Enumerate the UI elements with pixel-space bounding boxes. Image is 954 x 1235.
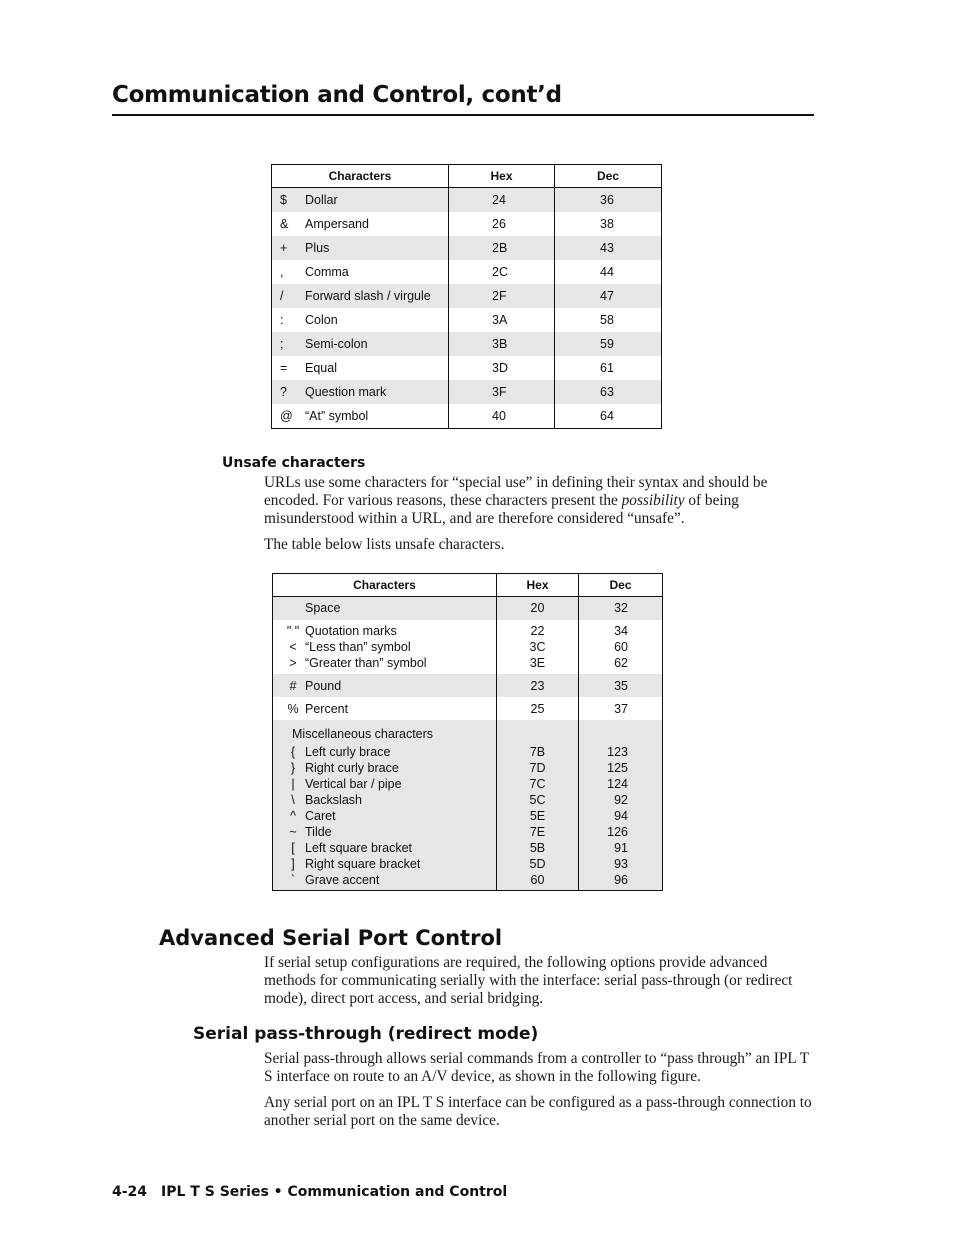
character-name: Left square bracket xyxy=(305,841,413,855)
character-name: Grave accent xyxy=(305,873,380,887)
dec-value: 94 xyxy=(614,809,628,823)
table-row xyxy=(272,236,662,260)
table-row xyxy=(273,597,663,621)
character-cell xyxy=(272,212,449,236)
hex-cell: 2F xyxy=(449,284,555,308)
hex-value: 3E xyxy=(529,656,546,670)
character-symbol: " " xyxy=(286,624,300,638)
dec-value: 125 xyxy=(607,761,628,775)
unsafe-intro-emphasis: possibility xyxy=(621,492,685,509)
hex-cell: 3B xyxy=(449,332,555,356)
character-cell xyxy=(272,356,449,380)
character-name: Plus xyxy=(305,241,330,255)
dec-cell: 59 xyxy=(555,332,662,356)
character-symbol: ] xyxy=(291,857,295,871)
dec-value: 35 xyxy=(614,679,628,693)
table-row xyxy=(273,720,663,891)
list-item xyxy=(273,623,496,639)
hex-cell: 3A xyxy=(449,308,555,332)
character-symbol: @ xyxy=(280,409,293,423)
hex-cell: 40 xyxy=(449,404,555,429)
character-name: Pound xyxy=(305,679,342,693)
character-symbol: | xyxy=(291,777,295,791)
page-number: 4-24 xyxy=(112,1184,148,1200)
table-row xyxy=(272,212,662,236)
hex-value: 7B xyxy=(529,745,546,759)
list-item xyxy=(273,744,496,760)
character-symbol: [ xyxy=(291,841,295,855)
character-cell xyxy=(272,260,449,284)
dec-value: 126 xyxy=(607,825,628,839)
hex-value: 60 xyxy=(530,873,545,887)
dec-value: 60 xyxy=(614,640,628,654)
hex-cell: 3F xyxy=(449,380,555,404)
character-name: Comma xyxy=(305,265,349,279)
unsafe-intro-text-b: of being misunderstood within a URL, and are therefore considered “unsafe”. xyxy=(264,492,739,527)
character-cell xyxy=(272,308,449,332)
character-cell xyxy=(273,720,497,891)
hex-cell xyxy=(497,620,579,674)
list-item xyxy=(273,840,496,856)
dec-cell xyxy=(579,620,663,674)
character-symbol: : xyxy=(280,313,284,327)
table-row xyxy=(272,188,662,213)
list-item xyxy=(273,792,496,808)
dec-cell: 58 xyxy=(555,308,662,332)
hex-value: 25 xyxy=(530,702,545,716)
character-name: Caret xyxy=(305,809,336,823)
character-name: Right curly brace xyxy=(305,761,399,775)
dec-cell xyxy=(579,674,663,697)
footer-text: IPL T S Series • Communication and Control xyxy=(161,1184,508,1200)
dec-value: 96 xyxy=(614,873,628,887)
character-symbol: { xyxy=(290,745,296,759)
table-row xyxy=(272,404,662,429)
character-cell xyxy=(272,380,449,404)
list-item xyxy=(273,856,496,872)
dec-cell xyxy=(579,597,663,621)
column-header-hex: Hex xyxy=(449,165,555,188)
list-item xyxy=(273,600,496,616)
dec-cell: 64 xyxy=(555,404,662,429)
character-name: Space xyxy=(305,601,341,615)
character-cell xyxy=(272,284,449,308)
character-symbol: = xyxy=(280,361,288,375)
character-cell xyxy=(273,697,497,720)
character-symbol: < xyxy=(289,640,297,654)
hex-value: 20 xyxy=(530,601,545,615)
dec-value: 62 xyxy=(614,656,628,670)
table-row xyxy=(272,356,662,380)
character-name: Colon xyxy=(305,313,338,327)
character-symbol: % xyxy=(287,702,299,716)
character-symbol: & xyxy=(280,217,289,231)
hex-cell: 2B xyxy=(449,236,555,260)
list-item xyxy=(273,655,496,671)
table-row xyxy=(272,260,662,284)
character-symbol: } xyxy=(290,761,296,775)
dec-cell: 61 xyxy=(555,356,662,380)
character-symbol: $ xyxy=(280,193,287,207)
character-symbol: ~ xyxy=(289,825,297,839)
dec-value: 123 xyxy=(607,745,628,759)
column-header-dec: Dec xyxy=(555,165,662,188)
column-header-characters: Characters xyxy=(273,574,497,597)
character-name: “At” symbol xyxy=(305,409,369,423)
character-symbol: , xyxy=(280,265,284,279)
unsafe-intro-paragraph xyxy=(264,474,814,528)
hex-value: 5B xyxy=(529,841,546,855)
hex-value: 5C xyxy=(529,793,546,807)
list-item xyxy=(273,872,496,888)
hex-cell: 3D xyxy=(449,356,555,380)
unsafe-characters-heading: Unsafe characters xyxy=(222,455,366,471)
hex-cell xyxy=(497,597,579,621)
table-row xyxy=(272,332,662,356)
list-item xyxy=(273,701,496,717)
character-cell xyxy=(272,188,449,213)
misc-characters-label: Miscellaneous characters xyxy=(292,727,434,741)
character-cell xyxy=(273,597,497,621)
dec-cell xyxy=(579,697,663,720)
dec-cell: 63 xyxy=(555,380,662,404)
subsection-title-pass-through: Serial pass-through (redirect mode) xyxy=(193,1024,539,1044)
character-symbol: # xyxy=(289,679,297,693)
list-item xyxy=(273,678,496,694)
character-symbol: / xyxy=(280,289,284,303)
dec-value: 124 xyxy=(607,777,628,791)
character-name: Left curly brace xyxy=(305,745,391,759)
hex-cell xyxy=(497,720,579,891)
character-symbol: \ xyxy=(291,793,295,807)
unsafe-intro-text-a: URLs use some characters for “special use” in defining their syntax and should be encoded. For various reasons, these characters present the xyxy=(264,474,768,509)
unsafe-characters-table xyxy=(272,573,663,891)
table-row xyxy=(273,674,663,697)
hex-value: 7E xyxy=(529,825,546,839)
dec-cell xyxy=(579,720,663,891)
character-name: Dollar xyxy=(305,193,338,207)
column-header-characters: Characters xyxy=(272,165,449,188)
list-item xyxy=(273,808,496,824)
dec-cell: 36 xyxy=(555,188,662,213)
character-cell xyxy=(272,404,449,429)
character-name: Tilde xyxy=(305,825,332,839)
title-rule xyxy=(112,114,814,116)
character-name: Quotation marks xyxy=(305,624,397,638)
character-cell xyxy=(272,332,449,356)
pass-through-paragraph-1: Serial pass-through allows serial commands from a controller to “pass through” an IPL T S interface on route to an A/V device, as shown in the following figure. xyxy=(264,1050,809,1085)
character-name: Equal xyxy=(305,361,337,375)
dec-cell: 44 xyxy=(555,260,662,284)
character-name: Ampersand xyxy=(305,217,369,231)
character-name: Percent xyxy=(305,702,349,716)
column-header-dec: Dec xyxy=(579,574,663,597)
page-title: Communication and Control, cont’d xyxy=(112,82,562,108)
table-row xyxy=(272,284,662,308)
dec-cell: 38 xyxy=(555,212,662,236)
dec-value: 37 xyxy=(614,702,628,716)
table-row xyxy=(272,380,662,404)
advanced-serial-paragraph: If serial setup configurations are required, the following options provide advanced methods for communicating serially with the interface: serial pass-through (or redirect mode), direct port access, and serial bridging. xyxy=(264,954,793,1007)
hex-value: 23 xyxy=(530,679,545,693)
section-title-advanced-serial: Advanced Serial Port Control xyxy=(159,926,503,950)
table-row xyxy=(273,620,663,674)
table-row xyxy=(272,308,662,332)
hex-value: 5E xyxy=(529,809,546,823)
character-symbol: ? xyxy=(280,385,287,399)
character-symbol: > xyxy=(289,656,297,670)
dec-value: 93 xyxy=(614,857,628,871)
pass-through-paragraph-2: Any serial port on an IPL T S interface can be configured as a pass-through connection to another serial port on the same device. xyxy=(264,1094,812,1129)
page-footer xyxy=(112,1184,507,1200)
hex-value: 5D xyxy=(529,857,546,871)
unsafe-table-intro: The table below lists unsafe characters. xyxy=(264,536,505,553)
character-cell xyxy=(273,674,497,697)
hex-value: 22 xyxy=(530,624,545,638)
character-cell xyxy=(272,236,449,260)
hex-value: 3C xyxy=(529,640,546,654)
character-symbol: ; xyxy=(280,337,284,351)
dec-cell: 43 xyxy=(555,236,662,260)
reserved-characters-table xyxy=(271,164,662,429)
column-header-hex: Hex xyxy=(497,574,579,597)
character-name: Semi-colon xyxy=(305,337,368,351)
character-name: Backslash xyxy=(305,793,362,807)
hex-cell: 24 xyxy=(449,188,555,213)
character-name: Vertical bar / pipe xyxy=(305,777,402,791)
table-row xyxy=(273,697,663,720)
hex-cell xyxy=(497,674,579,697)
list-item xyxy=(273,639,496,655)
hex-cell: 2C xyxy=(449,260,555,284)
dec-cell: 47 xyxy=(555,284,662,308)
character-symbol: + xyxy=(280,241,288,255)
character-cell xyxy=(273,620,497,674)
list-item xyxy=(273,824,496,840)
dec-value: 92 xyxy=(614,793,628,807)
character-symbol: ` xyxy=(290,873,296,887)
hex-cell: 26 xyxy=(449,212,555,236)
dec-value: 91 xyxy=(614,841,628,855)
character-symbol: ^ xyxy=(290,809,296,823)
character-name: Question mark xyxy=(305,385,387,399)
dec-value: 32 xyxy=(614,601,628,615)
hex-value: 7C xyxy=(529,777,546,791)
hex-value: 7D xyxy=(529,761,546,775)
dec-value: 34 xyxy=(614,624,628,638)
character-name: Right square bracket xyxy=(305,857,421,871)
hex-cell xyxy=(497,697,579,720)
character-name: “Less than” symbol xyxy=(305,640,411,654)
character-name: Forward slash / virgule xyxy=(305,289,431,303)
list-item xyxy=(273,760,496,776)
character-name: “Greater than” symbol xyxy=(305,656,427,670)
list-item xyxy=(273,776,496,792)
